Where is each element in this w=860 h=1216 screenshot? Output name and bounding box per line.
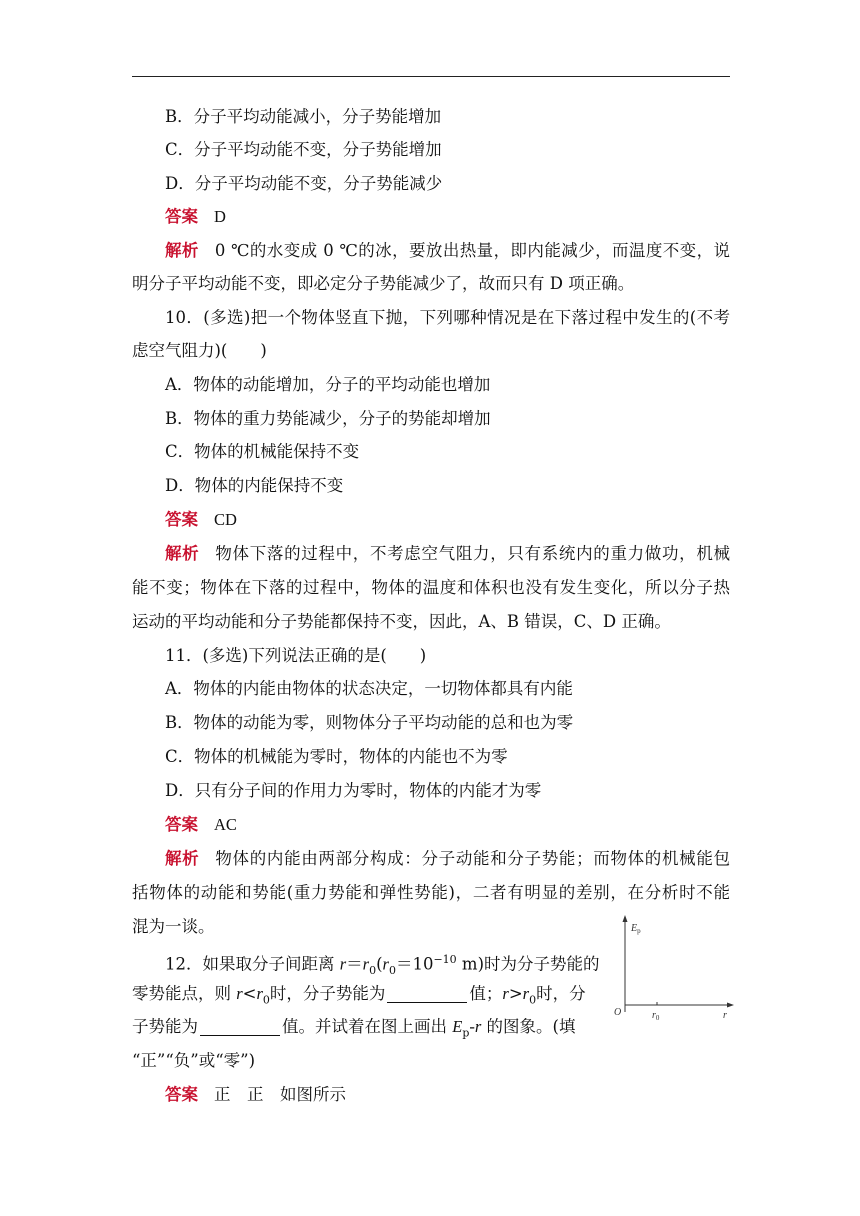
q12-stem-line-3: 子势能为 值。并试着在图上画出 $E_p-r$ 的图象。(填 bbox=[132, 1017, 576, 1040]
answer-blank[interactable] bbox=[200, 1017, 280, 1036]
y-axis-arrow bbox=[623, 915, 628, 922]
q11-option-c: C．物体的机械能为零时，物体的内能也不为零 bbox=[165, 747, 508, 766]
q10-answer bbox=[165, 509, 237, 531]
q10-analysis-line-2: 能不变；物体在下落的过程中，物体的温度和体积也没有发生变化，所以分子热 bbox=[132, 578, 730, 597]
q10-stem-line-1: 10．(多选)把一个物体竖直下抛，下列哪种情况是在下落过程中发生的(不考 bbox=[165, 308, 730, 327]
q10-analysis-line-3: 运动的平均动能和分子势能都保持不变，因此，A、B 错误，C、D 正确。 bbox=[132, 612, 671, 631]
q9-answer bbox=[165, 206, 226, 228]
q11-option-b: B．物体的动能为零，则物体分子平均动能的总和也为零 bbox=[165, 713, 574, 732]
q11-option-a: A．物体的内能由物体的状态决定，一切物体都具有内能 bbox=[165, 679, 573, 698]
q9-option-b: B．分子平均动能减小，分子势能增加 bbox=[165, 107, 442, 126]
answer-blank[interactable] bbox=[387, 984, 467, 1003]
q10-option-d: D．物体的内能保持不变 bbox=[165, 476, 344, 495]
answer-label: 答案 bbox=[165, 510, 198, 529]
answer-value: AC bbox=[214, 815, 237, 834]
q10-analysis-line-1: 解析 物体下落的过程中，不考虑空气阻力，只有系统内的重力做功，机械 bbox=[165, 544, 731, 563]
answer-label: 答案 bbox=[165, 1085, 198, 1104]
q11-answer bbox=[165, 814, 237, 836]
q10-option-b: B．物体的重力势能减少，分子的势能却增加 bbox=[165, 409, 491, 428]
y-axis-label: $E_p$ bbox=[631, 923, 641, 935]
q9-analysis-line-1: 解析 0 ℃的水变成 0 ℃的冰，要放出热量，即内能减少，而温度不变，说 bbox=[165, 241, 730, 260]
analysis-label: 解析 bbox=[165, 544, 200, 563]
q12-stem-line-1: 12．如果取分子间距离 $r=r_0(r_0=10^{-10}$ m)时为分子势能的 bbox=[165, 953, 600, 977]
q11-analysis-line-2: 括物体的动能和势能(重力势能和弹性势能)，二者有明显的差别，在分析时不能 bbox=[132, 883, 730, 902]
q12-stem-line-2: 零势能点，则 $r<r_0$时，分子势能为 值；$r>r_0$时，分 bbox=[132, 984, 586, 1007]
answer-value: 正 正 如图所示 bbox=[214, 1085, 346, 1104]
answer-label: 答案 bbox=[165, 815, 198, 834]
answer-value: D bbox=[214, 207, 226, 226]
q12-stem-line-4: “正”“负”或“零”) bbox=[132, 1051, 256, 1070]
ep-r-axes-figure bbox=[610, 912, 735, 1022]
r0-label: $r_0$ bbox=[652, 1010, 660, 1022]
q11-analysis-line-3: 混为一谈。 bbox=[132, 917, 215, 936]
answer-label: 答案 bbox=[165, 207, 198, 226]
q9-option-c: C．分子平均动能不变，分子势能增加 bbox=[165, 140, 442, 159]
header-rule bbox=[132, 76, 730, 77]
origin-label: O bbox=[614, 1007, 622, 1018]
x-axis-label: r bbox=[723, 1010, 727, 1021]
q10-option-a: A．物体的动能增加，分子的平均动能也增加 bbox=[165, 375, 491, 394]
q9-option-d: D．分子平均动能不变，分子势能减少 bbox=[165, 174, 443, 193]
analysis-label: 解析 bbox=[165, 241, 199, 260]
q11-stem: 11．(多选)下列说法正确的是( ) bbox=[165, 646, 427, 665]
q11-analysis-line-1: 解析 物体的内能由两部分构成：分子动能和分子势能；而物体的机械能包 bbox=[165, 849, 731, 868]
answer-value: CD bbox=[214, 510, 237, 529]
x-axis-arrow bbox=[727, 1003, 734, 1008]
analysis-label: 解析 bbox=[165, 849, 200, 868]
q9-analysis-line-2: 明分子平均动能不变，即必定分子势能减少了，故而只有 D 项正确。 bbox=[132, 274, 635, 293]
q10-option-c: C．物体的机械能保持不变 bbox=[165, 442, 360, 461]
q10-stem-line-2: 虑空气阻力)( ) bbox=[132, 341, 267, 360]
q12-answer bbox=[165, 1084, 346, 1106]
q11-option-d: D．只有分子间的作用力为零时，物体的内能才为零 bbox=[165, 781, 542, 800]
